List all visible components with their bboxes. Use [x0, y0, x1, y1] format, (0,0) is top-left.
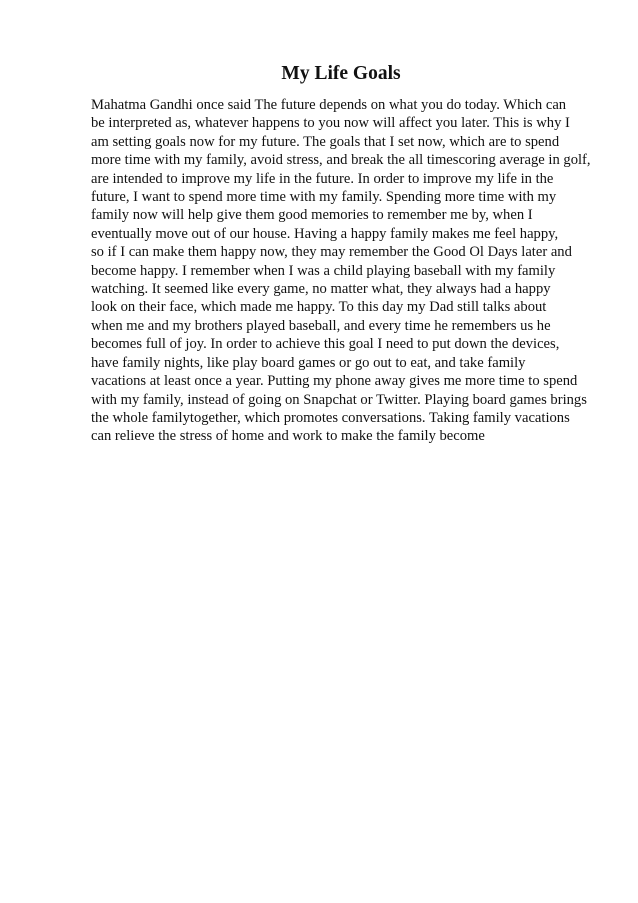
document-title: My Life Goals [281, 63, 401, 84]
body-line: are intended to improve my life in the future. In order to improve my life in the [91, 170, 554, 187]
body-line: becomes full of joy. In order to achieve this goal I need to put down the devices, [91, 336, 560, 353]
body-line: Mahatma Gandhi once said The future depends on what you do today. Which can [91, 97, 567, 113]
body-line: have family nights, like play board games or go out to eat, and take family [91, 354, 526, 371]
body-line: can relieve the stress of home and work to make the family become [91, 428, 485, 445]
body-line: look on their face, which made me happy. To this day my Dad still talks about [91, 299, 547, 316]
body-line: watching. It seemed like every game, no matter what, they always had a happy [91, 281, 551, 298]
body-line: become happy. I remember when I was a child playing baseball with my family [91, 262, 556, 279]
body-line: so if I can make them happy now, they may remember the Good Ol Days later and [91, 244, 572, 261]
body-line: the whole familytogether, which promotes conversations. Taking family vacations [91, 409, 570, 426]
body-line: when me and my brothers played baseball, and every time he remembers us he [91, 317, 551, 334]
body-line: more time with my family, avoid stress, and break the all timescoring average in golf, [91, 152, 591, 169]
body-line: am setting goals now for my future. The goals that I set now, which are to spend [91, 133, 560, 150]
document-body [91, 96, 631, 446]
body-line: be interpreted as, whatever happens to you now will affect you later. This is why I [91, 115, 570, 132]
body-line: with my family, instead of going on Snapchat or Twitter. Playing board games brings [91, 391, 587, 408]
body-line: vacations at least once a year. Putting my phone away gives me more time to spend [91, 373, 578, 390]
body-line: future, I want to spend more time with my family. Spending more time with my [91, 189, 557, 206]
body-line: eventually move out of our house. Having a happy family makes me feel happy, [91, 225, 559, 242]
body-line: family now will help give them good memories to remember me by, when I [91, 207, 533, 224]
